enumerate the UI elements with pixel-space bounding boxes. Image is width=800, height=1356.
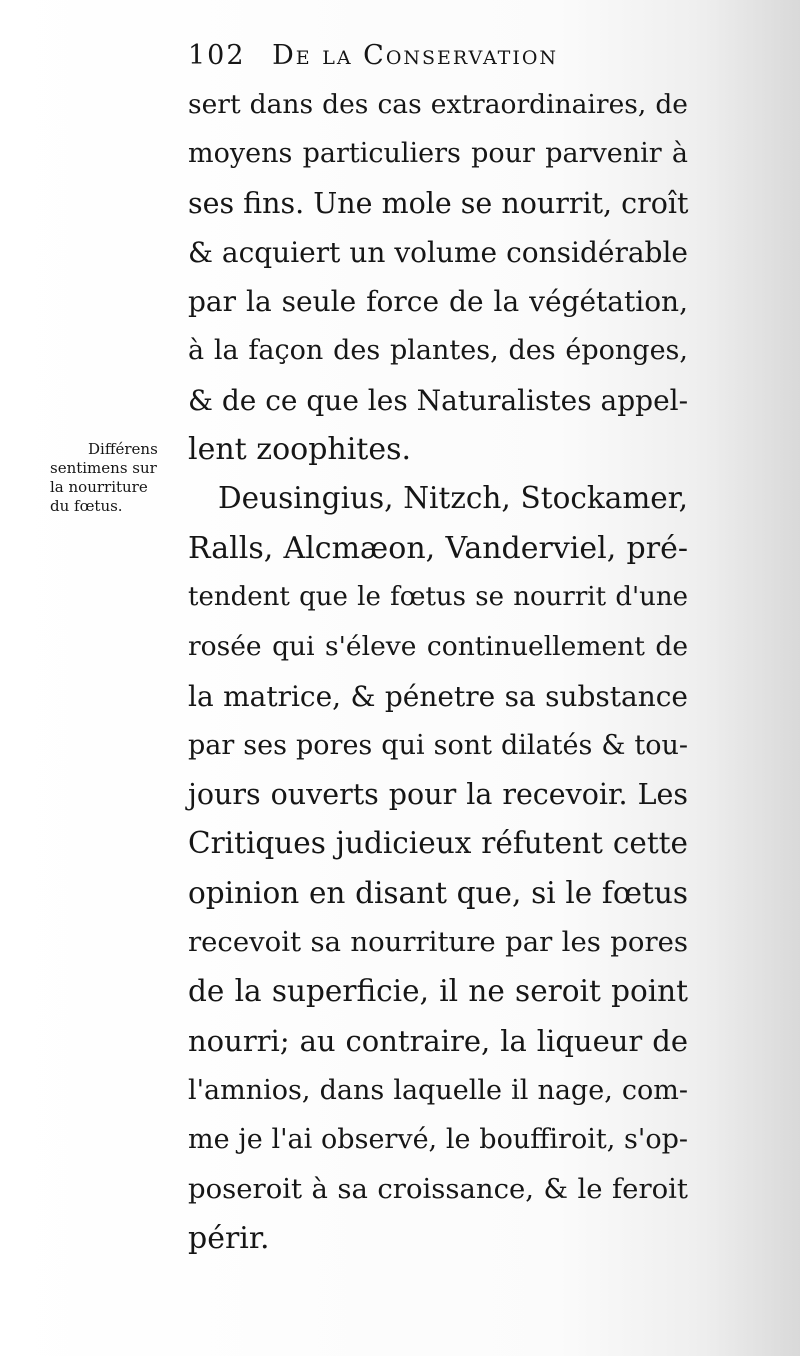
- page-header: [188, 40, 558, 71]
- text-line: Deusingius, Nitzch, Stockamer,: [218, 481, 688, 516]
- text-line: l'amnios, dans laquelle il nage, com-: [188, 1074, 688, 1106]
- text-line: tendent que le fœtus se nourrit d'une: [188, 581, 688, 612]
- text-line: & acquiert un volume considérable: [188, 235, 688, 269]
- text-line: par la seule force de la végétation,: [188, 285, 688, 319]
- text-line: rosée qui s'éleve continuellement de: [188, 631, 688, 663]
- running-title: De la Conservation: [272, 40, 559, 71]
- text-line: jours ouverts pour la recevoir. Les: [188, 778, 688, 812]
- text-line: me je l'ai observé, le bouffiroit, s'op-: [188, 1124, 688, 1156]
- text-line: Critiques judicieux réfutent cette: [188, 826, 688, 861]
- text-line: lent zoophites.: [188, 432, 412, 468]
- text-line: & de ce que les Naturalistes appel-: [188, 383, 689, 417]
- text-line: moyens particuliers pour parvenir à: [188, 138, 688, 170]
- text-line: par ses pores qui sont dilatés & tou-: [188, 729, 688, 761]
- body-text: [188, 80, 688, 1263]
- text-line: sert dans des cas extraordinaires, de: [188, 89, 688, 120]
- text-line: recevoit sa nourriture par les pores: [188, 926, 688, 959]
- text-line: ses fins. Une mole se nourrit, croît: [188, 186, 689, 220]
- margin-note-line: la nourriture: [50, 478, 148, 496]
- margin-note-line: Différens: [88, 440, 158, 458]
- text-line: la matrice, & pénetre sa substance: [188, 679, 688, 713]
- margin-note-line: du fœtus.: [50, 497, 123, 515]
- margin-note-line: sentimens sur: [50, 459, 157, 477]
- text-line: périr.: [188, 1220, 270, 1256]
- text-line: opinion en disant que, si le fœtus: [188, 875, 688, 910]
- text-line: Ralls, Alcmæon, Vanderviel, pré-: [188, 530, 688, 566]
- text-line: nourri; au contraire, la liqueur de: [188, 1023, 688, 1058]
- text-line: poseroit à sa croissance, & le feroit: [188, 1172, 688, 1205]
- text-line: de la superficie, il ne seroit point: [188, 974, 688, 1009]
- page-number: 102: [188, 40, 246, 71]
- text-line: à la façon des plantes, des éponges,: [188, 335, 688, 367]
- margin-note: [50, 440, 185, 516]
